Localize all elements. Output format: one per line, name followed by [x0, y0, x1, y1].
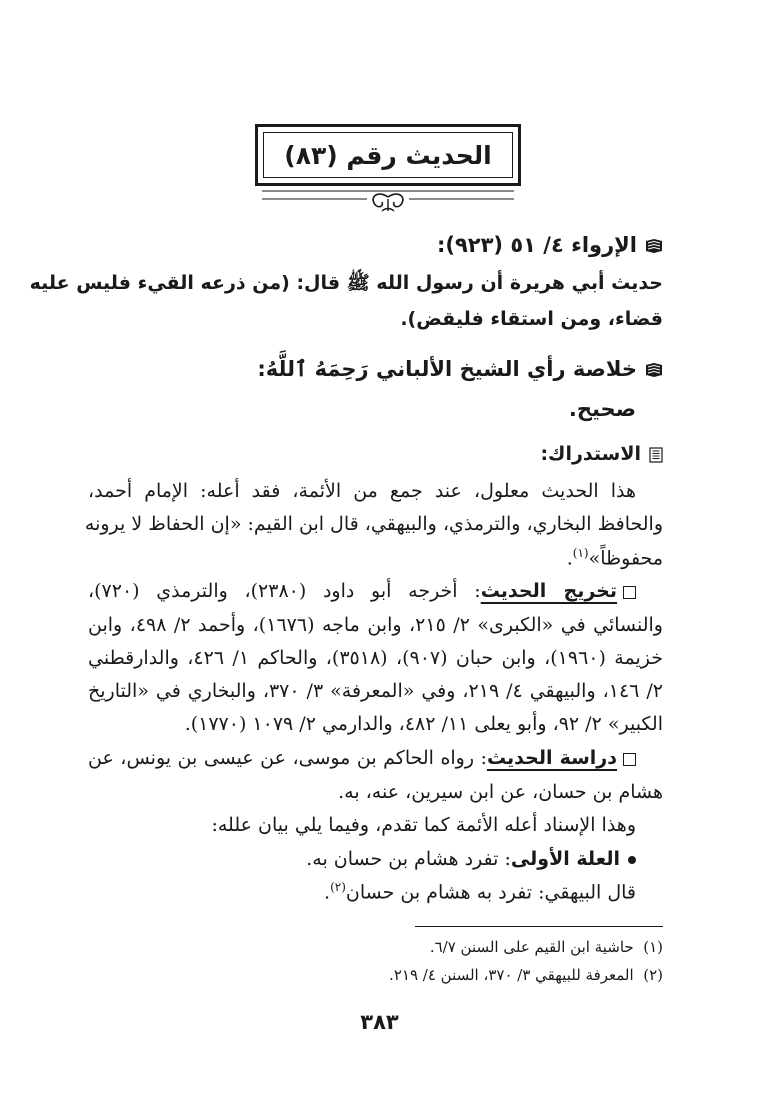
- hadith-title: الحديث رقم (٨٣): [263, 132, 513, 178]
- hadith-title-frame: [255, 124, 521, 186]
- hadith-text-line-2: قضاء، ومن استقاء فليقض).: [400, 308, 663, 330]
- hadith-text-line-1: حديث أبي هريرة أن رسول الله ﷺ قال: (من ذرعه القيء فليس عليه: [29, 272, 663, 294]
- dirasa-first-text: : رواه الحاكم بن موسى، عن عيسى بن يونس، عن: [88, 747, 487, 769]
- footnote-2: [389, 966, 663, 984]
- book-icon: [645, 238, 663, 254]
- illa-label: العلة الأولى: [510, 848, 620, 870]
- bayhaqi-text: قال البيهقي: تفرد به هشام بن حسان: [345, 881, 636, 904]
- square-bullet-icon: [623, 753, 636, 766]
- dirasa-line-3: وهذا الإسناد أعله الأئمة كما تقدم، وفيما يلي بيان علله:: [211, 814, 636, 836]
- ornament-divider-icon: [262, 187, 514, 217]
- bayhaqi-end: .: [324, 881, 331, 904]
- irwa-heading-text: الإرواء ٤/ ٥١ (٩٢٣):: [436, 233, 637, 257]
- dirasa-line-2: هشام بن حسان، عن ابن سيرين، عنه، به.: [338, 781, 663, 803]
- footnote-2-text: المعرفة للبيهقي ٣/ ٣٧٠، السنن ٤/ ٢١٩.: [389, 966, 634, 984]
- page-number: ٣٨٣: [360, 1010, 399, 1034]
- dirasa-line-1: [88, 747, 636, 769]
- dirasa-label: دراسة الحديث: [486, 747, 617, 769]
- book-icon: [645, 362, 663, 378]
- takhrij-line-5: الكبير» ٢/ ٩٢، وأبو يعلى ١١/ ٤٨٢، والدارمي ٢/ ١٠٧٩ (١٧٧٠).: [184, 713, 663, 735]
- square-bullet-icon: [623, 586, 636, 599]
- illa-text: : تفرد هشام بن حسان به.: [306, 848, 511, 870]
- istidrak-last-text: محفوظاً»: [588, 547, 663, 570]
- takhrij-first-text: : أخرجه أبو داود (٢٣٨٠)، والترمذي (٧٢٠)،: [88, 580, 481, 602]
- istidrak-text-line-2: والحافظ البخاري، والترمذي، والبيهقي، قال ابن القيم: «إن الحفاظ لا يرونه: [84, 513, 663, 535]
- footnote-1-text: حاشية ابن القيم على السنن ٦/٧.: [429, 938, 634, 956]
- khulasa-heading-text: خلاصة رأي الشيخ الألباني رَحِمَهُ ٱللَّهُ:: [257, 357, 637, 381]
- khulasa-heading: [88, 357, 663, 381]
- footnote-1: [430, 938, 663, 956]
- footnote-2-num: (٢): [643, 966, 663, 984]
- istidrak-heading: [88, 443, 663, 465]
- istidrak-heading-text: الاستدراك:: [540, 443, 641, 465]
- istidrak-text-line-1: هذا الحديث معلول، عند جمع من الأئمة، فقد أعله: الإمام أحمد،: [88, 480, 636, 502]
- takhrij-line-1: [88, 580, 636, 602]
- footnote-ref-2: (٢): [330, 880, 346, 894]
- bayhaqi-line: [88, 880, 636, 903]
- takhrij-line-4: ٢/ ١٤٦، والبيهقي ٤/ ٢١٩، وفي «المعرفة» ٣/ ٣٧٠، والبخاري في «التاريخ: [88, 680, 663, 702]
- footnote-ref-1: (١): [572, 546, 589, 560]
- khulasa-verdict: صحيح.: [568, 397, 636, 421]
- bullet-icon: [628, 856, 636, 864]
- footnote-1-num: (١): [643, 938, 663, 956]
- istidrak-text-line-3: محفوظاً»$^{(١)}$.: [566, 546, 663, 570]
- footnote-divider: [415, 926, 663, 927]
- takhrij-line-2: والنسائي في «الكبرى» ٢/ ٢١٥، وابن ماجه (١٦٧٦)، وأحمد ٢/ ٤٩٨، وابن: [88, 614, 663, 636]
- irwa-heading: [88, 233, 663, 257]
- illa-line: [88, 848, 636, 870]
- takhrij-label: تخريج الحديث: [480, 580, 618, 602]
- document-icon: [649, 447, 663, 463]
- takhrij-line-3: خزيمة (١٩٦٠)، وابن حبان (٩٠٧)، (٣٥١٨)، والحاكم ١/ ٤٢٦، والدارقطني: [88, 647, 663, 669]
